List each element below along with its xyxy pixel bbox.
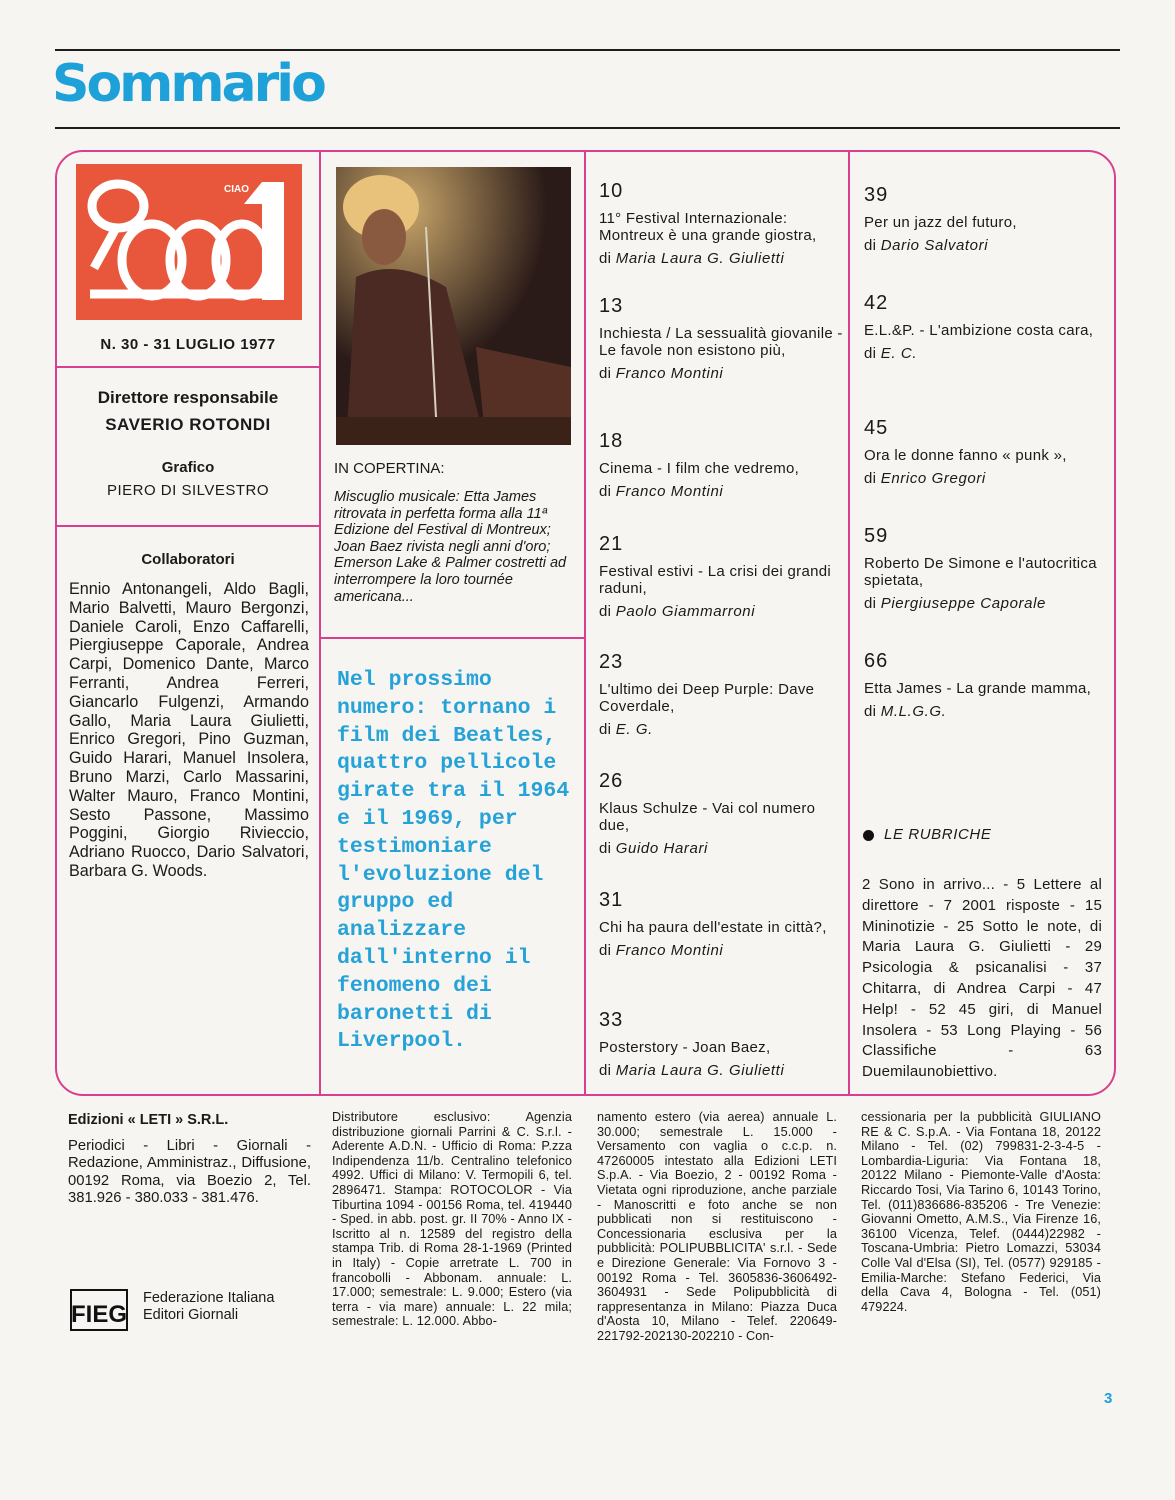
toc-entry[interactable] xyxy=(599,295,844,382)
toc-title: 11° Festival Internazionale: Montreux è una grande giostra, xyxy=(599,210,817,244)
toc-title: Etta James - La grande mamma, xyxy=(864,680,1092,697)
rubriche-list: 2 Sono in arrivo... - 5 Lettere al direttore - 7 2001 risposte - 15 Mininotizie - 25 Sotto le note, di Maria Laura G. Giulietti - 29 Psicologia & psicanalisi - 37 Chitarra, di Andrea Carpi - 47 Help! - 52 45 giri, di Manuel Insolera - 53 Long Playing - 56 Classifiche - 63 Duemilaunobiettivo. xyxy=(862,876,1102,1081)
ciao-2001-logo xyxy=(76,164,302,320)
cover-label: IN COPERTINA: xyxy=(334,460,445,477)
subscription-info: namento estero (via aerea) annuale L. 30.000; semestrale L. 15.000 - Versamento con vaglia o c.c.p. n. 47260005 intestato alla Edizioni LETI S.p.A. - Via Boezio, 2 - 00192 Roma - Vietata ogni riproduzione, anche parziale - Manoscritti e foto anche se non pubblicati non si restituiscono - Concessionaria esclusiva per la pubblicità: POLIPUBBLICITA' s.r.l. - Sede e Direzione Generale: Via Fornovo 3 - 00192 Roma - Tel. 3605836-3606492-3604931 - Sede Polipubblicità di rappresentanza in Milano: Piazza Duca d'Aosta 10, Milano - Telef. 220649-221792-202130-202210 - Con- xyxy=(597,1110,837,1343)
toc-author: di Dario Salvatori xyxy=(864,236,989,254)
toc-author: di Maria Laura G. Giulietti xyxy=(599,249,785,267)
fieg-logo-text: FIEG xyxy=(70,1301,128,1328)
collaborators-title: Collaboratori xyxy=(141,551,235,568)
toc-author: di Franco Montini xyxy=(599,482,724,500)
director-role: Direttore responsabile xyxy=(97,388,279,407)
column-divider-2 xyxy=(584,151,586,1095)
toc-title: Cinema - I film che vedremo, xyxy=(599,460,800,477)
top-rule xyxy=(55,49,1120,51)
toc-entry[interactable] xyxy=(599,180,844,267)
fieg-caption xyxy=(143,1290,274,1324)
graphic-role: Grafico xyxy=(161,459,215,476)
toc-entry[interactable] xyxy=(599,889,844,959)
publisher-info: Periodici - Libri - Giornali - Redazione, Amministraz., Diffusione, 00192 Roma, via Boezio 2, Tel. 381.926 - 380.033 - 381.476. xyxy=(68,1138,311,1206)
toc-title: Inchiesta / La sessualità giovanile - Le favole non esistono più, xyxy=(599,325,843,359)
toc-author: di Piergiuseppe Caporale xyxy=(864,594,1046,612)
toc-title: Ora le donne fanno « punk », xyxy=(864,447,1067,464)
toc-title: Posterstory - Joan Baez, xyxy=(599,1039,771,1056)
rubriche-heading: LE RUBRICHE xyxy=(863,826,991,843)
toc-title: Roberto De Simone e l'autocritica spietata, xyxy=(864,555,1097,589)
toc-author: di E. C. xyxy=(864,344,918,362)
toc-entry[interactable] xyxy=(599,770,844,857)
logo-small-text: CIAO xyxy=(224,184,249,195)
masthead-divider xyxy=(56,366,319,368)
toc-page: 23 xyxy=(599,651,624,673)
toc-page: 66 xyxy=(864,650,889,672)
toc-page: 26 xyxy=(599,770,624,792)
toc-author: di Franco Montini xyxy=(599,941,724,959)
toc-entry[interactable] xyxy=(599,430,844,500)
toc-page: 45 xyxy=(864,417,889,439)
toc-page: 10 xyxy=(599,180,624,202)
toc-title: Festival estivi - La crisi dei grandi raduni, xyxy=(599,563,832,597)
toc-page: 42 xyxy=(864,292,889,314)
fieg-caption-line2: Editori Giornali xyxy=(143,1307,239,1323)
toc-author: di E. G. xyxy=(599,720,653,738)
distribution-info: Distributore esclusivo: Agenzia distribuzione giornali Parrini & C. S.r.l. - Aderente A.D.N. - Ufficio di Roma: P.zza Indipendenza 11/b. Centralino telefonico 4992. Uffici di Milano: V. Termopili 6, tel. 2896471. Stampa: ROTOCOLOR - Via Tiburtina 1094 - 00156 Roma, tel. 419440 - Sped. in abb. post. gr. II 70% - Anno IX - Iscritto al n. 12589 del registro della stampa Trib. di Roma 28-1-1969 (Printed in Italy) - Copie arretrate L. 700 in francobolli - Abbonam. annuale: L. 17.000; semestrale: L. 9.000; Estero (via terra - via mare) annuale: L. 22 mila; semestrale: L. 12.000. Abbo- xyxy=(332,1110,572,1329)
toc-entry[interactable] xyxy=(599,651,844,738)
title-rule xyxy=(55,127,1120,129)
fieg-logo xyxy=(70,1286,128,1332)
next-issue-announcement: Nel prossimo numero: tornano i film dei Beatles, quattro pellicole girate tra il 1964 e il 1969, per testimoniare l'evoluzione del gruppo ed analizzare dall'interno il fenomeno dei baronetti di Liverpool. xyxy=(337,668,570,1054)
issue-number: N. 30 - 31 LUGLIO 1977 xyxy=(100,336,276,353)
toc-page: 39 xyxy=(864,184,889,206)
column-divider-3 xyxy=(848,151,850,1095)
column-divider-1 xyxy=(319,151,321,1095)
toc-author: di Paolo Giammarroni xyxy=(599,602,756,620)
toc-title: Klaus Schulze - Vai col numero due, xyxy=(599,800,816,834)
toc-author: di Enrico Gregori xyxy=(864,469,986,487)
publisher-title: Edizioni « LETI » S.R.L. xyxy=(68,1112,229,1128)
toc-title: Per un jazz del futuro, xyxy=(864,214,1017,231)
toc-entry[interactable] xyxy=(864,417,1109,487)
page-number: 3 xyxy=(1104,1390,1113,1407)
cover-photo xyxy=(336,167,571,445)
advertising-info: cessionaria per la pubblicità GIULIANO RE & C. S.p.A. - Via Fontana 18, 20122 Milano - Tel. (02) 799831-2-3-4-5 - Lombardia-Liguria: Via Fontana 18, 20122 Milano - Piemonte-Valle d'Aosta: Riccardo Tosi, Via Tarino 6, 10143 Torino, Tel. (011)836686-835206 - Tre Venezie: Giovanni Ometto, A.M.S., Via Firenze 16, 36100 Vicenza, Telef. (0444)22982 - Toscana-Umbria: Pietro Lomazzi, 53034 Colle Val d'Elsa (SI), Tel. (0577) 929185 - Emilia-Marche: Stefano Federici, Via della Cava 4, Bologna - Tel. (051) 479224. xyxy=(861,1110,1101,1314)
collaborators-list: Ennio Antonangeli, Aldo Bagli, Mario Balvetti, Mauro Bergonzi, Daniele Caroli, Enzo Caffarelli, Piergiuseppe Caporale, Andrea Carpi, Domenico Dante, Marco Ferranti, Andrea Ferreri, Giancarlo Fulgenzi, Armando Gallo, Maria Laura Giulietti, Enrico Gregori, Pino Guzman, Guido Harari, Manuel Insolera, Bruno Marzi, Carlo Massarini, Walter Mauro, Franco Montini, Sesto Passone, Massimo Poggini, Giorgio Rivieccio, Adriano Ruocco, Dario Salvatori, Barbara G. Woods. xyxy=(69,580,309,880)
toc-author: di Guido Harari xyxy=(599,839,708,857)
toc-entry[interactable] xyxy=(864,525,1109,612)
toc-page: 21 xyxy=(599,533,624,555)
toc-page: 18 xyxy=(599,430,624,452)
toc-author: di Franco Montini xyxy=(599,364,724,382)
bullet-icon xyxy=(863,830,874,841)
toc-title: E.L.&P. - L'ambizione costa cara, xyxy=(864,322,1094,339)
toc-entry[interactable] xyxy=(599,1009,844,1079)
toc-entry[interactable] xyxy=(864,650,1109,720)
toc-entry[interactable] xyxy=(864,292,1109,362)
toc-entry[interactable] xyxy=(599,533,844,620)
director-name: SAVERIO ROTONDI xyxy=(105,415,271,434)
toc-page: 31 xyxy=(599,889,624,911)
cover-divider xyxy=(320,637,584,639)
page-title: Sommario xyxy=(52,54,324,114)
toc-entry[interactable] xyxy=(864,184,1109,254)
toc-author: di Maria Laura G. Giulietti xyxy=(599,1061,785,1079)
toc-page: 33 xyxy=(599,1009,624,1031)
toc-author: di M.L.G.G. xyxy=(864,702,947,720)
graphic-name: PIERO DI SILVESTRO xyxy=(106,482,270,499)
staff-divider xyxy=(56,525,319,527)
toc-title: Chi ha paura dell'estate in città?, xyxy=(599,919,827,936)
toc-page: 59 xyxy=(864,525,889,547)
cover-description: Miscuglio musicale: Etta James ritrovata in perfetta forma alla 11ª Edizione del Festival di Montreux; Joan Baez rivista negli anni d'oro; Emerson Lake & Palmer costretti ad interrompere la loro tournée americana... xyxy=(334,489,567,605)
fieg-caption-line1: Federazione Italiana xyxy=(143,1290,275,1306)
toc-page: 13 xyxy=(599,295,624,317)
toc-title: L'ultimo dei Deep Purple: Dave Coverdale, xyxy=(599,681,815,715)
